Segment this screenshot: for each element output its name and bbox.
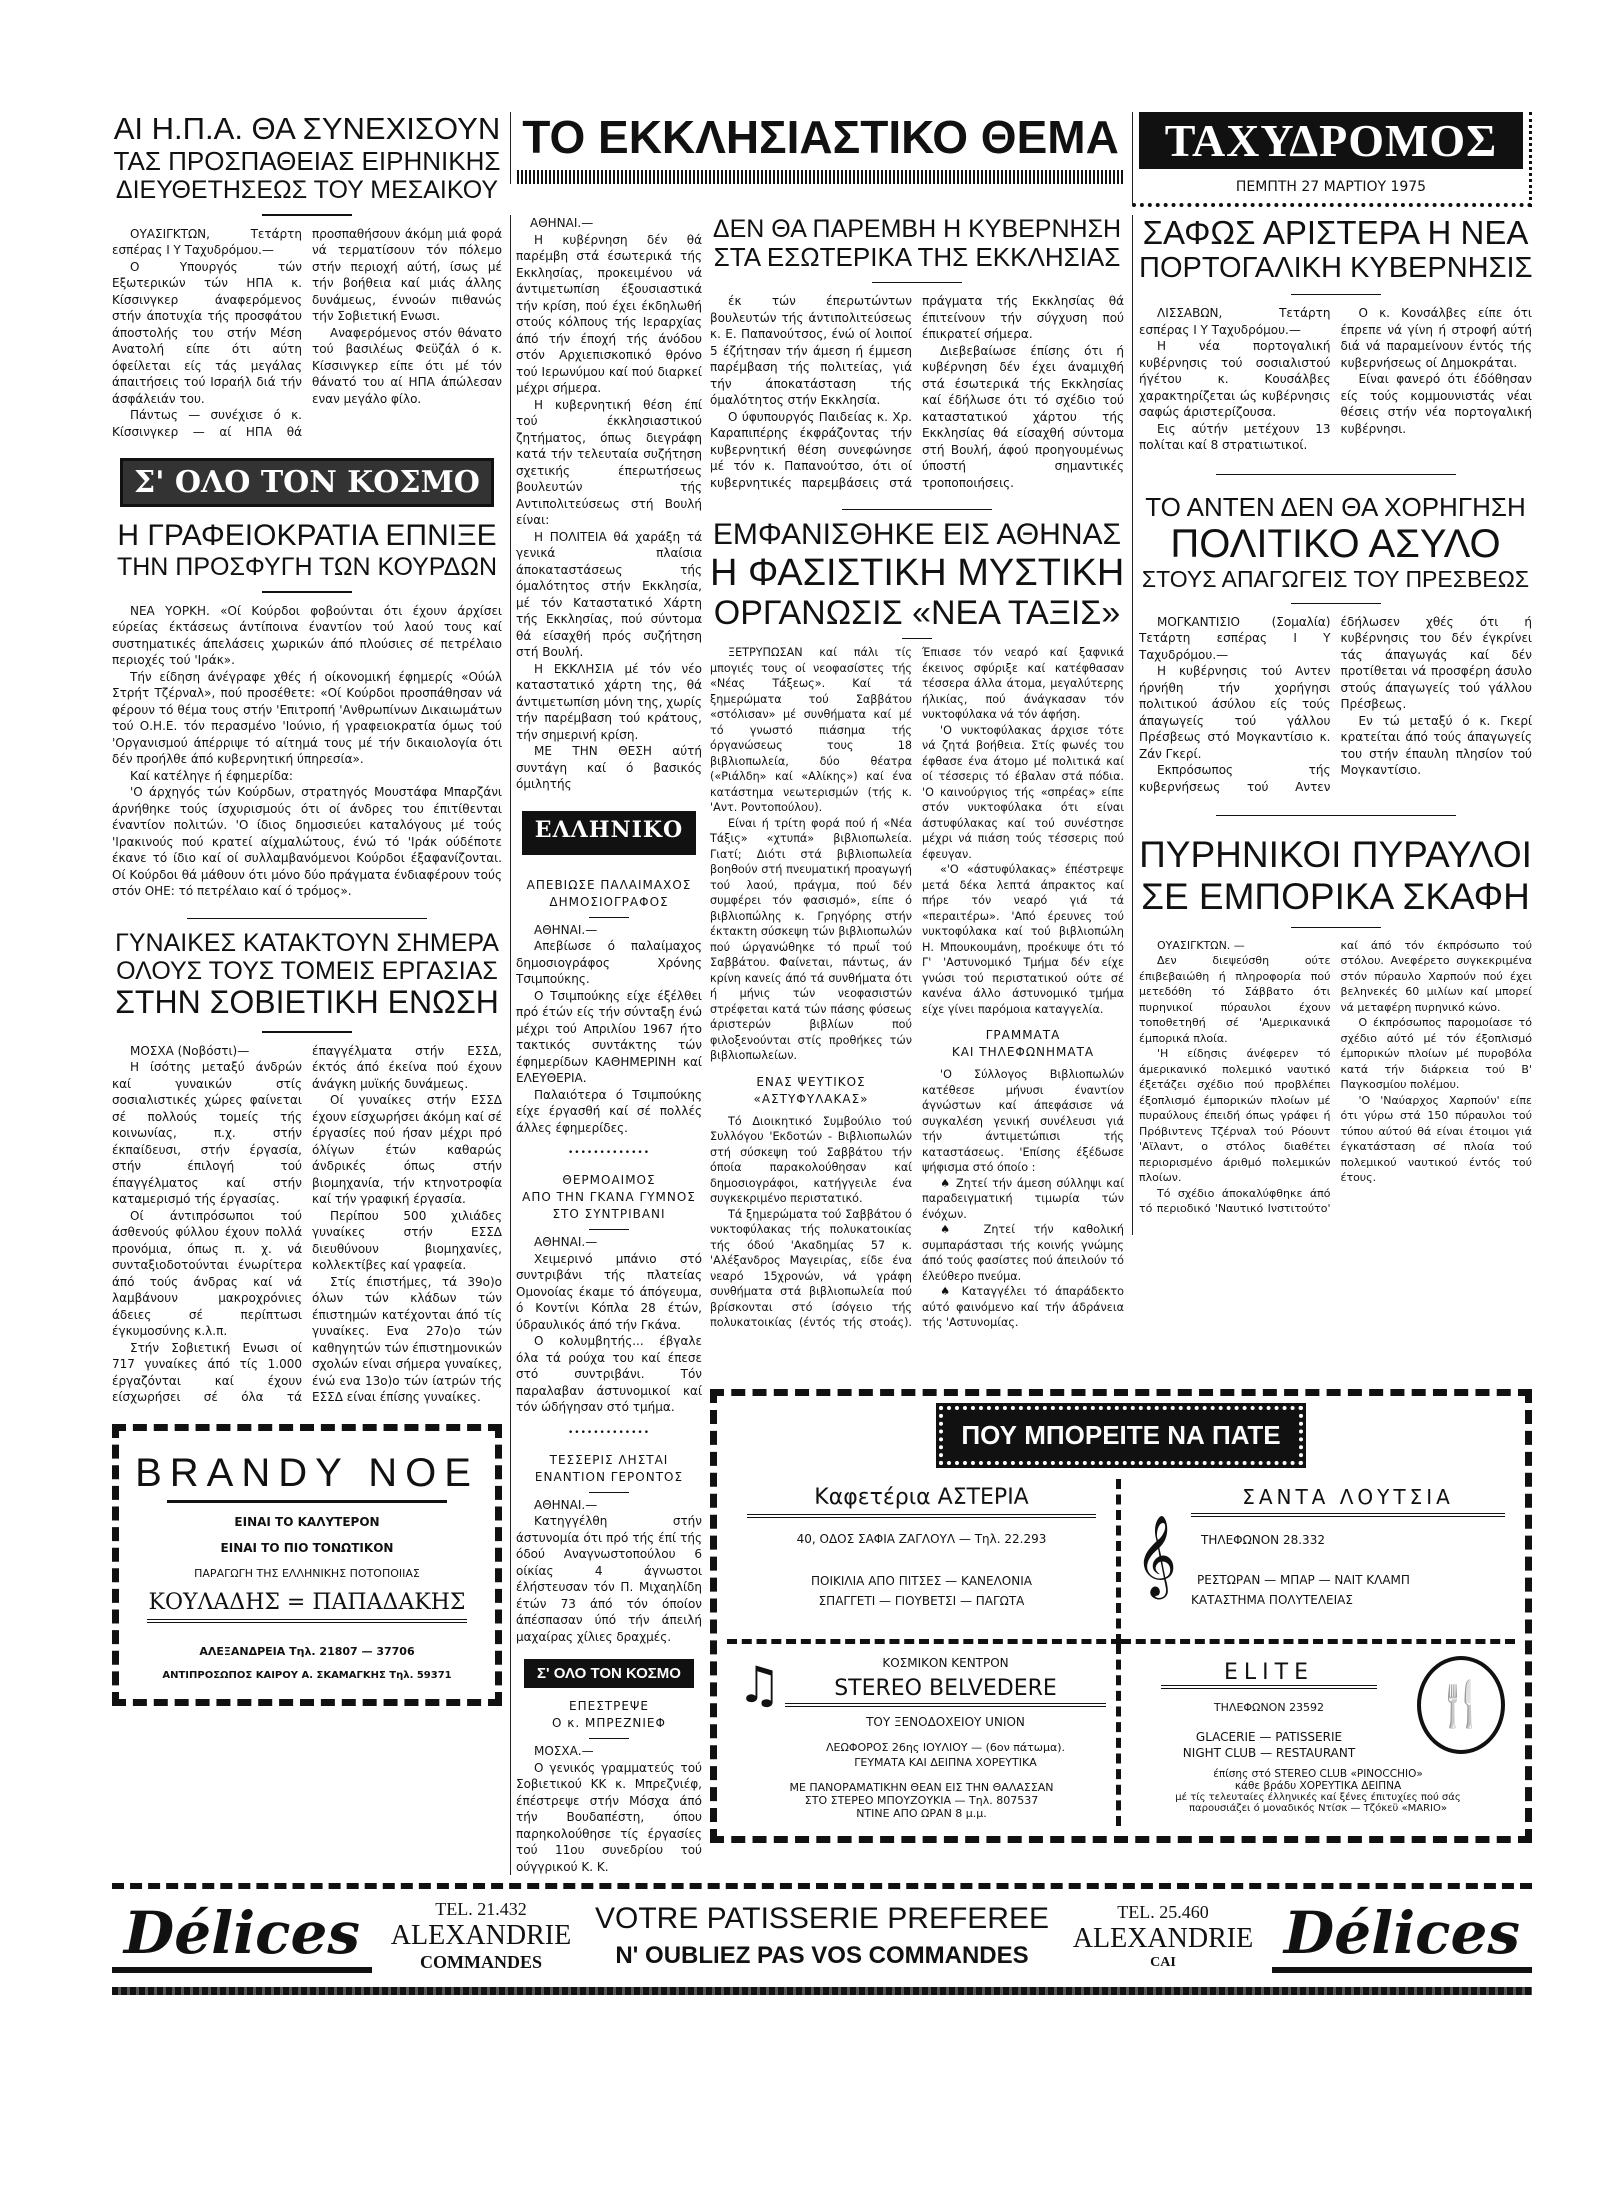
paragraph: Η κυβέρνηση δέν θά παρέμβη στά έσωτερικά τής Εκκλησίας, προκειμένου νά άντιμετωπίση έξουσιαστικά τήν κρίση, πού έχει έκδηλωθή στούς κόλπους τής Ιεραρχίας άπό τήν έποχή τής άνόδου στόν Αρχιεπισκοπικό θρόνο τού Ιερωνύμου καί πού διαρκεί μέχρι σήμερα. (516, 232, 702, 395)
article-body (516, 1497, 702, 1646)
item-title (516, 1172, 702, 1223)
paragraph: Στήν Σοβιετική Ενωσι οί 717 γυναίκες άπό τίς 1.000 έργαζόνται καί έχουν είσχωρήσει σέ όλα τά έπαγγέλματα στήν ΕΣΣΔ, έκτός άπό έκείνα πού έχουν άνάγκη μυϊκής δυνάμεως. (112, 1043, 502, 1405)
subheading-line: ΓΡΑΜΜΑΤΑ (985, 1028, 1061, 1043)
ad-asteria (727, 1479, 1121, 1644)
item-title (516, 1452, 702, 1486)
ad-maker: ΚΟΥΛΑΔΗΣ = ΠΑΠΑΔΑΚΗΣ (147, 1590, 467, 1623)
title-line: ΘΕΡΜΟΑΙΜΟΣ (562, 1173, 656, 1187)
dateline: ΑΘΗΝΑΙ.— (530, 216, 594, 230)
phone-number: TEL. 21.432 (435, 1899, 527, 1919)
paragraph: ΜΕ ΤΗΝ ΘΕΣΗ αύτή συντάγη καί ό βασικός όμιλητής (516, 744, 702, 791)
left-column (112, 112, 502, 1706)
divider (1216, 474, 1456, 475)
paragraph: ♠ Ζητεί τήν άμεση σύλληψι καί παραδειγματική τιμωρία τών ένόχων. (922, 1176, 1124, 1221)
article-aden (1139, 493, 1532, 816)
city-code: CAI (1150, 1954, 1176, 1970)
main-title-text: ΤΟ ΕΚΚΛΗΣΙΑΣΤΙΚΟ ΘΕΜΑ (522, 111, 1119, 163)
section-banner-world: Σ' ΟΛΟ ΤΟΝ ΚΟΣΜΟ (120, 458, 494, 507)
paragraph: Χειμερινό μπάνιο στό συντριβάνι τής πλατείας Ομονοίας έκαμε τό άπόγευμα, ό Κοντίνι Κόπλα 28 έτών, ύδραυλικός άπό τήν Γκάνα. (516, 1251, 702, 1332)
article-body (112, 226, 502, 441)
headline-line: ΟΛΟΥΣ ΤΟΥΣ ΤΟΜΕΙΣ ΕΡΓΑΣΙΑΣ (116, 956, 498, 985)
paragraph: 'Ο άρχηγός τών Κούρδων, στρατηγός Μουστάφα Μπαρζάνι άρνήθηκε τούς ίσχυρισμούς ότι οί άνδρες του έπιτίθενται έναντίον πολιτών. 'Ο ίδιος δημοσιεύει καταλόγους μέ τούς 'Ιρακινούς πού κρατεί αίχμαλώτους, ένώ τό 'Ιράκ ούδέποτε έκανε τό ίδιο καί οί συλλαμβανόμενοι Κούρδοι έξαφανίζονται. Οί Κούρδοι θά μάθουν ότι μόνο δύο πράγματα ένδιαφέρουν τούς στόν ΟΗΕ: τό πετρέλαιο καί ό τρόμος». (112, 785, 502, 899)
paragraph: Είναι φανερό ότι έδόθησαν είς τούς κομμουνιστάς νέαι θέσεις στήν νέα πορτογαλική κυβέρνησι. (1340, 372, 1532, 436)
article-body (516, 1234, 702, 1416)
subheading (922, 1027, 1124, 1061)
paragraph: Ο ύφυπουργός Παιδείας κ. Χρ. Καραπιπέρης έκφράζοντας τήν κυβερνητική θέση συνεφώνησε μέ τόν κ. Παπανούτσο, ότι οί κυβερνητικές παρεμβάσεις στά πράγματα τής Εκκλησίας θά έπιτείνουν τήν σύγχυση πού έπικρατεί σήμερα. (710, 294, 1124, 490)
venue-kicker: ΚΟΣΜΙΚΟΝ ΚΕΝΤΡΟΝ (882, 1655, 1009, 1670)
delices-logo-right: Délices (1272, 1899, 1532, 1973)
paragraph: ΜΟΣΧΑ.— (534, 1744, 594, 1758)
divider (1216, 815, 1456, 816)
headline-line: ΠΥΡΗΝΙΚΟΙ ΠΥΡΑΥΛΟΙ (1139, 834, 1532, 876)
paragraph: Καί κατέληγε ή έφημερίδα: (130, 768, 293, 783)
paragraph: Τό Διοικητικό Συμβούλιο τού Συλλόγου 'Εκδοτών - Βιβλιοπωλών στή σύσκεψη τού Σαββάτου τήν όποία παρακολούθησαν καί δημοσιογράφοι, κατήγγειλε ένα συγκεκριμένο περιστατικό. (710, 1114, 912, 1206)
masthead (1132, 112, 1532, 207)
headline-line: ΟΡΓΑΝΩΣΙΣ «ΝΕΑ ΤΑΞΙΣ» (713, 594, 1121, 633)
title-line: Ο κ. ΜΠΡΕΖΝΙΕΦ (552, 1716, 666, 1730)
paragraph: Απεβίωσε ό παλαίμαχος δημοσιογράφος Χρόνης Τσιμπούκης. (516, 939, 702, 986)
ad-line: ΕΙΝΑΙ ΤΟ ΠΙΟ ΤΟΝΩΤΙΚΟΝ (220, 1540, 394, 1555)
headline-line: ΔΙΕΥΘΕΤΗΣΕΩΣ ΤΟΥ ΜΕΣΑΙΚΟΥ (115, 175, 499, 204)
ad-contact: ΑΛΕΞΑΝΔΡΕΙΑ Τηλ. 21807 — 37706 (199, 1644, 415, 1658)
paragraph: ΞΕΤΡΥΠΩΣΑΝ καί πάλι τίς μπογιές τους οί νεοφασίστες τής «Νέας Τάξεως». Καί τά ξημερώματα τού Σαββάτου «στόλισαν» μέ συνθήματα καί μέ τό γνωστό πιάσημα τής όργανώσεως τους 18 βιβλιοπωλεία, δύο θέατρα («Ριάλδη» καί «Αλίκης») καί ένα κατάστημα νεωτερισμών (τής κ. 'Αντ. Ροντοπούλου). (710, 646, 912, 815)
headline-line: ΓΥΝΑΙΚΕΣ ΚΑΤΑΚΤΟΥΝ ΣΗΜΕΡΑ (115, 928, 499, 957)
headline-line: ΑΙ Η.Π.Α. ΘΑ ΣΥΝΕΧΙΣΟΥΝ (113, 111, 501, 146)
title-line: ΕΝΑΝΤΙΟΝ ΓΕΡΟΝΤΟΣ (534, 1469, 684, 1484)
subheading (710, 1074, 912, 1108)
ad-belvedere (727, 1644, 1121, 1826)
paragraph: Αναφερόμενος στόν θάνατο τού βασιλέως Φεϋζάλ ό κ. Κίσσινγκερ είπε ότι μέ τόν θάνατό του αί ΗΠΑ άπώλεσαν εναν μεγάλο φίλο. (312, 325, 502, 406)
venue-line: μέ τίς τελευταίες έλληνικές καί ξένες έπιτυχίες πού σάς (1175, 1791, 1461, 1803)
headline-line: ΤΑΣ ΠΡΟΣΠΑΘΕΙΑΣ ΕΙΡΗΝΙΚΗΣ (113, 145, 501, 176)
venue-phone: ΤΗΛΕΦΩΝΟΝ 28.332 (1201, 1532, 1325, 1547)
paragraph: Τό σχέδιο άποκαλύφθηκε άπό τό περιοδικό 'Ναυτικό Ινστιτούτο' καί άπό τόν έκπρόσωπο τού στόλου. Ανεφέρετο συγκεκριμένα στόν πύραυλο Χαρπούν πού έχει βεληνεκές 60 μιλίων καί μπορεί νά μεταφέρη πυρηνικό κώνο. (1139, 938, 1532, 1216)
headline-line: ΣΑΦΩΣ ΑΡΙΣΤΕΡΑ Η ΝΕΑ (1142, 214, 1529, 251)
paragraph: ♠ Καταγγέλει τό άπαράδεκτο αύτό φαινόμενο καί τήν άδράνεια τής 'Αστυνομίας. (922, 1285, 1124, 1330)
article-usa (112, 112, 502, 440)
venue-line: κάθε βράδυ ΧΟΡΕΥΤΙΚΑ ΔΕΙΠΝΑ (1234, 1779, 1402, 1792)
venue-line: ΝΤΙΝΕ ΑΠΟ ΩΡΑΝ 8 μ.μ. (856, 1806, 987, 1820)
paragraph: Η νέα πορτογαλική κυβέρνησις τού σοσιαλιστού ήγέτου κ. Κουσάλβες χαρακτηρίζεται ώς κυβέρνησις σαφώς άριστερίζουσα. (1139, 339, 1331, 420)
paragraph: ΝΕΑ ΥΟΡΚΗ. «Οί Κούρδοι φοβούνται ότι έχουν άρχίσει εύρείας έκτάσεως άντίποινα έναντίον τού λαού τους καί συστηματικές άπελάσεις χωρικών άπό πλούσιες σέ πετρέλαιο περιοχές τού 'Ιράκ». (112, 603, 502, 668)
headline-line: Η ΓΡΑΦΕΙΟΚΡΑΤΙΑ ΕΠΝΙΞΕ (117, 519, 497, 553)
ad-line: ΕΙΝΑΙ ΤΟ ΚΑΛΥΤΕΡΟΝ (234, 1514, 380, 1529)
headline-line: ΠΟΡΤΟΓΑΛΙΚΗ ΚΥΒΕΡΝΗΣΙΣ (1139, 251, 1533, 284)
item-title (516, 877, 702, 911)
headline-line: ΤΗΝ ΠΡΟΣΦΥΓΗ ΤΩΝ ΚΟΥΡΔΩΝ (116, 552, 498, 581)
divider (262, 214, 352, 216)
paragraph: 'Ο 'Ναύαρχος Χαρπούν' είπε ότι γύρω στά 150 πύραυλοι τού τύπου αύτού θά είναι έτοιμοι γιά έγκατάσταση σέ πλοία τού πολεμικού ναυτικού έντός τού έτους. (1340, 1093, 1532, 1185)
article-body (1139, 938, 1532, 1217)
article-body (710, 293, 1124, 491)
ad-where-to-go (710, 1389, 1532, 1843)
divider (187, 918, 427, 919)
paragraph: ΑΘΗΝΑΙ.— (534, 922, 598, 937)
paragraph: «'Ο «άστυφύλακας» έπέστρεψε μετά δέκα λεπτά άπρακτος καί πήρε τόν νεαρό γιά τά «περαιτέρω». 'Από έρευνες τού νυκτοφύλακα καί τού βιβλιοπώλη Η. Μπουκουμάνη, προέκυψε ότι τό Γ' 'Αστυνομικό Τμήμα δέν είχε γνώσι τού περιστατικού ούτε σέ κανένα άλλο άστυνομικό τμήμα είχε γίνει παρόμοια καταγγελία. (922, 863, 1124, 1016)
article-body (516, 232, 702, 793)
paragraph: Η κυβέρνησις τού Αντεν ήρνήθη τήν χορήγησι πολιτικού άσύλου είς τούς άπαγωγείς τού γάλλου Πρέσβεως στό Μογκαντίσιο κ. Ζάν Γκερί. (1139, 664, 1331, 761)
delices-logo-left: Délices (112, 1899, 372, 1973)
paragraph: Ο Υπουργός τών Εξωτερικών τών ΗΠΑ κ. Κίσσινγκερ άναφερόμενος στήν άποτυχία τής προσφάτου άποστολής του στήν Μέση Ανατολή είπε ότι αύτη όφείλεται είς τάς μεγάλας άπαιτήσεις τού Ισραήλ διά τήν άσφάλειάν του. (112, 259, 302, 406)
title-line: ΔΗΜΟΣΙΟΓΡΑΦΟΣ (549, 894, 669, 909)
news-item (516, 877, 702, 1159)
news-item (516, 1452, 702, 1646)
ad-santa-lucia (1121, 1479, 1515, 1644)
paragraph: ΛΙΣΣΑΒΩΝ, Τετάρτη εσπέρας Ι Υ Ταχυδρόμου.— (1139, 306, 1331, 337)
venue-line: ΡΕΣΤΩΡΑΝ — ΜΠΑΡ — ΝΑΙΤ ΚΛΑΜΠ (1197, 1572, 1410, 1587)
paragraph: Διεβεβαίωσε έπίσης ότι ή κυβέρνηση δέν έχει άναμιχθή στά έσωτερικά τής Εκκλησίας καί έδήλωσε ότι τό σχέδιο τού καταστατικού χάρτου τής Εκκλησίας θά είσαχθή σύντομα στή Βουλή, άφού προηγουμένως ύποστή σημαντικές τροποποιήσεις. (922, 343, 1124, 490)
paragraph: ΑΘΗΝΑΙ.— (534, 1235, 598, 1249)
paragraph: Ο έκπρόσωπος παρομοίασε τό σχέδιο αύτό μέ τόν έξοπλισμό έμπορικών πλοίων μέ πυροβόλα κατά τήν διάρκεια τού Β' Παγκοσμίου πολέμου. (1340, 1016, 1532, 1092)
paragraph: Οί γυναίκες στήν ΕΣΣΔ έχουν είσχωρήσει άκόμη καί σέ έργασίες πού ήσαν μέχρι πρό όλίγων έτών καθαρώς άνδρικές όπως στήν βιομηχανία, τήν κτηνοτροφία καί τήν γραφική έργασία. (312, 1093, 502, 1207)
headline-line: ΕΜΦΑΝΙΣΘΗΚΕ ΕΙΣ ΑΘΗΝΑΣ (712, 518, 1122, 552)
subheading-line: ΕΝΑΣ ΨΕΥΤΙΚΟΣ (756, 1074, 866, 1089)
headline-line: ΣΕ ΕΜΠΟΡΙΚΑ ΣΚΑΦΗ (1141, 875, 1530, 917)
headline-line: ΠΟΛΙΤΙΚΟ ΑΣΥΛΟ (1170, 522, 1501, 567)
divider (589, 1492, 629, 1493)
city: ALEXANDRIE (390, 1920, 572, 1951)
paper-name: ΤΑΧΥΔΡΟΜΟΣ (1139, 112, 1523, 169)
headline-line: ΔΕΝ ΘΑ ΠΑΡΕΜΒΗ Η ΚΥΒΕΡΝΗΣΗ (712, 215, 1122, 243)
paragraph: 'Η είδησις άνέφερεν τό άμερικανικό πολεμικό ναυτικό έξετάζει σχέδιο πού προβλέπει έξοπλισμό έμπορικών πλοίων μέ πυραύλους έπειδή όπως γράφει ή Πρόβιντενς Τζέρναλ τού Ρόουντ 'Αϊλαντ, ο στόλος διαθέτει περιορισμένο άριθμό πολεμικών πλοίων. (1139, 1047, 1331, 1185)
title-line: ΑΠΟ ΤΗΝ ΓΚΑΝΑ ΓΥΜΝΟΣ (522, 1190, 696, 1204)
separator-stars: ••••••••••••• (567, 1148, 650, 1158)
article-kurds (112, 458, 502, 900)
paragraph: Εις αύτήν μετέχουν 13 πολίται καί 8 στρατιωτικοί. (1139, 421, 1331, 453)
paragraph: Η κυβερνητική θέση έπί τού έκκλησιαστικού ζητήματος, όπως διεγράφη κατά τήν τελευταία συζήτηση σχετικής έπερωτήσεως βουλευτών τής Αντιπολιτεύσεως στή Βουλή είναι: (516, 397, 702, 527)
article-women (112, 918, 502, 1406)
venue-menu: ΣΠΑΓΓΕΤΙ — ΓΙΟΥΒΕΤΣΙ — ΠΑΓΩΤΑ (818, 1593, 1025, 1608)
section-banner-greek: ΕΛΛΗΝΙΚΟ (522, 811, 696, 855)
divider (589, 1229, 629, 1230)
bottom-border (112, 1987, 1532, 1995)
paragraph: Ο Τσιμπούκης είχε έξέλθει πρό έτών είς τήν σύνταξη ένώ μέχρι τού Απριλίου 1967 ήτο τακτικός συντάκτης τών έφημερίδων ΚΑΘΗΜΕΡΙΝΗ καί ΕΛΕΥΘΕΡΙΑ. (516, 988, 702, 1085)
ad-title: ΠΟΥ ΜΠΟΡΕΙΤΕ ΝΑ ΠΑΤΕ (939, 1406, 1302, 1465)
headline-line: ΤΟ ΑΝΤΕΝ ΔΕΝ ΘΑ ΧΟΡΗΓΗΣΗ (1145, 491, 1526, 522)
paragraph: Πάντως — συνέχισε ό κ. Κίσσινγκερ — αί ΗΠΑ θά προσπαθήσουν άκόμη μιά φορά νά τερματίσουν τόν πόλεμο στήν περιοχή αύτή, ίσως μέ τήν βοήθεια καί μιάς άλλης δυνάμεως, έννοών πιθανώς τήν Σοβιετική Ενωσι. (112, 226, 502, 439)
paragraph: ΜΟΓΚΑΝΤΙΣΙΟ (Σομαλία) Τετάρτη εσπέρας Ι Υ Ταχυδρόμου.— (1139, 614, 1331, 662)
paragraph: ♠ Ζητεί τήν καθολική συμπαράστασι τής κοινής γνώμης άπό τούς φασίστες πού άπειλούν τό έλεύθερο πνεύμα. (922, 1223, 1124, 1283)
paragraph: Παλαιότερα ό Τσιμπούκης είχε έργασθή καί σέ πολλές άλλες έφημερίδες. (516, 1087, 702, 1135)
paragraph: ΑΘΗΝΑΙ.— (534, 1497, 598, 1512)
venue-menu: ΠΟΙΚΙΛΙΑ ΑΠΟ ΠΙΤΣΕΣ — ΚΑΝΕΛΟΝΙΑ (811, 1573, 1032, 1588)
title-line: ΣΤΟ ΣΥΝΤΡΙΒΑΝΙ (552, 1207, 666, 1221)
headline-line: ΣΤΟΥΣ ΑΠΑΓΩΓΕΙΣ ΤΟΥ ΠΡΕΣΒΕΩΣ (1141, 565, 1530, 592)
separator-stars: ••••••••••••• (567, 1427, 650, 1438)
ad-delices (112, 1883, 1532, 1995)
divider (589, 1738, 629, 1739)
ad-line: ΠΑΡΑΓΩΓΗ ΤΗΣ ΕΛΛΗΝΙΚΗΣ ΠΟΤΟΠΟΙΙΑΣ (194, 1566, 420, 1580)
paragraph: Οί άντιπρόσωποι τού άσθενούς φύλλου έχουν πολλά προνόμια, όπως π. χ. νά συνταξιοδοτούνται ένωρίτερα άπό τούς άνδρας καί νά λαμβάνουν μακροχρόνιες άδειες σέ περίπτωσι έγκυμοσύνης κ.λ.π. (112, 1208, 302, 1339)
paragraph: 'Ο νυκτοφύλακας άρχισε τότε νά ζητά βοήθεια. Στίς φωνές του έφθασε ένα άτομο μέ πολιτικά καί οί τέσσερις τό έβαλαν στά πόδια. 'Ο καινούργιος τής «σπρέας» είπε στόν νυκτοφύλακα ότι είναι άστυφύλακας καί τού συνέστησε μέχρι νά πιάση τούς τέσσερις πού έφευγαν. (922, 723, 1124, 861)
venue-line: έπίσης στό STEREO CLUB «PINOCCHIO» (1213, 1767, 1423, 1780)
paragraph: Ο κ. Κονσάλβες είπε ότι έπρεπε νά γίνη ή στροφή αύτή διά νά παραμείνουν έντός τής κυβερνήσεως οί Δημοκράται. (1340, 306, 1532, 370)
paragraph: Τήν είδηση άνέγραφε χθές ή οίκονομική έφημερίς «Ούώλ Στρήτ Τζέρναλ», πού προσέθετε: «Οί Κούρδοι προσπάθησαν νά φέρουν τό θέμα τους στήν 'Επιτροπή 'Ανθρωπίνων Δικαιωμάτων τού Ο.Η.Ε. τόν περασμένο 'Ιούνιο, ή γραφειοκρατία όμως τού 'Οργανισμού άπέρριψε τό αίτημά τους μέ τήν δικαιολογία ότι δέν προήλθε άπό κυβερνητική ύπηρεσία». (112, 669, 502, 767)
divider (902, 638, 932, 639)
divider (262, 1031, 352, 1033)
paragraph-group (710, 645, 912, 1064)
venue-line: NIGHT CLUB — RESTAURANT (1182, 1745, 1356, 1760)
article-body (1139, 614, 1532, 796)
paragraph: Η ίσότης μεταξύ άνδρών καί γυναικών στίς σοσιαλιστικές χώρες φαίνεται σέ πολλούς τομείς τής κοινωνίας, π.χ. στήν έκπαίδευσι, στήν έργασία, στήν έπιλογή τού έπαγγέλματος καί στήν καταμερισμό τής έργασίας. (112, 1060, 302, 1207)
venue-address: 40, ΟΔΟΣ ΣΑΦΙΑ ΖΑΓΛΟΥΛ — Τηλ. 22.293 (796, 1531, 1047, 1546)
venue-name: Καφετέρια ΑΣΤΕΡΙΑ (747, 1485, 1096, 1518)
article-fascist (710, 509, 1124, 1331)
newspaper-page (112, 112, 1532, 1995)
center-column (710, 215, 1124, 1349)
issue-date: ΠΕΜΠΤΗ 27 ΜΑΡΤΙΟΥ 1975 (1235, 179, 1427, 195)
title-line: ΤΕΣΣΕΡΙΣ ΛΗΣΤΑΙ (549, 1452, 669, 1467)
divider (1291, 927, 1381, 928)
decorative-rule (517, 170, 1124, 184)
paragraph: 'Ο Σύλλογος Βιβλιοπωλών κατέθεσε μήνυσι έναντίον άγνώστων καί άπεφάσισε νά συγκαλέση γενική συνέλευσι γιά τήν άντιμετώπισι τής καταστάσεως. 'Επίσης έξέδωσε ψήφισμα στό όποίο : (922, 1068, 1124, 1175)
paragraph: ΟΥΑΣΙΓΚΤΩΝ. — (1157, 938, 1245, 952)
venue-line: ΚΑΤΑΣΤΗΜΑ ΠΟΛΥΤΕΛΕΙΑΣ (1191, 1592, 1353, 1607)
paragraph: Εν τώ μεταξύ ό κ. Γκερί κρατείται άπό τούς άπαγωγείς του στήν έπαυλη πλησίον τού Μογκαντίσιο. (1340, 713, 1532, 778)
title-line: ΕΠΕΣΤΡΕΨΕ (569, 1699, 649, 1713)
paragraph: Η ΠΟΛΙΤΕΙΑ θά χαράξη τά γενικά πλαίσια άποκαταστάσεως τής όμαλότητος στήν Εκκλησία, μέ τόν Καταστατικό Χάρτη τής Εκκλησίας, πού σύντομα θά είσαχθή πρός συζήτηση στή Βουλή. (516, 529, 702, 659)
article-body (112, 1043, 502, 1406)
venue-line: ΣΤΟ ΣΤΕΡΕΟ ΜΠΟΥΖΟΥΚΙΑ — Τηλ. 807537 (804, 1793, 1039, 1807)
paragraph: Είναι ή τρίτη φορά πού ή «Νέα Τάξις» «χτυπά» βιβλιοπωλεία. Γιατί; Διότι στά βιβλιοπωλεία βοηθούν στή πνευματική προαγωγή τού λαού, πράγμα, πού δέν συμφέρει τόν φασισμό», είπε ό βιβλιοπώλης κ. Γρηγόρης στήν έκτακτη σύσκεψη τών βιβλιοπωλών πού ώργανώθηκε τό πρωΐ τού Σαββάτου. Φαίνεται, πάντως, άν κρίνη κανείς άπό τά συνθήματα ότι ή μήνις τών νεοφασιστών στρέφεται κατά τών πάσης φύσεως άριστερών βιβλίων πού φιλοξενούνται στίς προθήκες τών βιβλιοπωλείων. (710, 816, 912, 1063)
paragraph: Τά ξημερώματα τού Σαββάτου ό νυκτοφύλακας τής πολυκατοικίας τής όδού 'Ακαδημίας 57 κ. 'Αλέξανδρος Μαγειρίας, είδε ένα νεαρό 15χρονών, νά γράφη συνθήματα στά βιβλιοπωλεία πού βρίσκονται στό ίσόγειο τής πολυκατοικίας (έντός τής στοάς). Έπιασε τόν νεαρό καί ξαφνικά έκεινος σφύριξε καί κατέφθασαν τέσσερα άλλα άτομα, μεγαλύτερης ήλικίας, πού άνάγκασαν τόν νυκτοφύλακα νά τόν άφήση. (710, 646, 1124, 1330)
venue-name: ΣΑΝΤΑ ΛΟΥΤΣΙΑ (1191, 1485, 1505, 1517)
venue-line: ΤΟΥ ΞΕΝΟΔΟΧΕΙΟΥ UNION (866, 1714, 1025, 1729)
paragraph: Ο γενικός γραμματεύς τού Σοβιετικού ΚΚ κ. Μπρεζνιέφ, έπέστρεψε στήν Μόσχα άπό τήν Βουδαπέστη, όπου παρηκολούθησε τίς έργασίες τού 11ου συνεδρίου τού ούγγρικού Κ. Κ. (516, 1760, 702, 1874)
headline-line: Η ΦΑΣΙΣΤΙΚΗ ΜΥΣΤΙΚΗ (710, 551, 1125, 594)
greek-news-column (516, 811, 702, 1876)
venue-line: ΜΕ ΠΑΝΟΡΑΜΑΤΙΚΗΝ ΘΕΑΝ ΕΙΣ ΤΗΝ ΘΑΛΑΣΣΑΝ (789, 1780, 1054, 1794)
subheading-line: ΚΑΙ ΤΗΛΕΦΩΝΗΜΑΤΑ (951, 1045, 1095, 1060)
paragraph: Ο κολυμβητής... έβγαλε όλα τά ρούχα του καί έπεσε στό συντριβάνι. Τόν παραλαβαν άστυνομικοί καί τόν ώδήγησαν στό τμήμα. (516, 1334, 702, 1414)
paragraph: Περίπου 500 χιλιάδες γυναίκες στήν ΕΣΣΔ διευθύνουν βιομηχανίες, κολλεκτίβες καί γραφεία. (312, 1208, 502, 1273)
divider (262, 591, 352, 593)
article-church (710, 215, 1124, 491)
news-item (516, 1172, 702, 1438)
ad-brandy-noe (112, 1424, 502, 1706)
article-church-lead (516, 215, 702, 793)
venue-line: ΛΕΩΦΟΡΟΣ 26ης ΙΟΥΛΙΟΥ — (6ον πάτωμα). (825, 1740, 1066, 1754)
cutlery-illustration: 🍴 (1417, 1656, 1505, 1754)
venue-name: ELITE (1161, 1660, 1377, 1689)
divider (842, 509, 992, 510)
city: ALEXANDRIE (1072, 1922, 1254, 1954)
right-column (1132, 215, 1532, 1235)
paragraph: Κατηγγέλθη στήν άστυνομία ότι πρό τής έπί τής όδού Αναγνωστοπούλου 6 οίκίας 4 άγνωστοι έλήστευσαν τόν Π. Μιχαηλίδη έτών 73 άπό τόν όποίον άπέσπασαν ύπό τήν άπειλή μαχαίρας χίλιες δραχμές. (516, 1514, 702, 1644)
paragraph: Δεν διεψεύσθη ούτε έπιβεβαιώθη ή πληροφορία πού μετεδόθη τό Σάββατο ότι πυρηνικοί πύραυλοι έχουν τοποθετηθή σέ 'Αμερικανικά έμπορικά πλοία. (1139, 954, 1331, 1045)
article-body (710, 645, 1124, 1331)
paragraph: Εκπρόσωπος τής κυβερνήσεως τού Αντεν έδήλωσεν χθές ότι ή κυβέρνησις του δέν έγκρίνει τάς άπαγωγάς καί δέν προτίθεται νά προσφέρη άσυλο στούς άπαγωγείς τού γάλλου Πρέσβεως. (1139, 614, 1532, 794)
item-title (516, 1698, 702, 1732)
article-missiles (1139, 834, 1532, 1217)
divider (589, 917, 629, 918)
paragraph: ΟΥΑΣΙΓΚΤΩΝ, Τετάρτη εσπέρας Ι Υ Ταχυδρόμου.— (112, 226, 302, 258)
headline-line: ΣΤΗΝ ΣΟΒΙΕΤΙΚΗ ΕΝΩΣΗ (115, 983, 499, 1020)
title-line: ΑΠΕΒΙΩΣΕ ΠΑΛΑΙΜΑΧΟΣ (526, 877, 692, 892)
article-body (516, 1743, 702, 1875)
divider (1291, 603, 1381, 604)
venue-line: ΓΕΥΜΑΤΑ ΚΑΙ ΔΕΙΠΝΑ ΧΟΡΕΥΤΙΚΑ (854, 1755, 1037, 1769)
ad-brand: BRANDY NOE (135, 1450, 479, 1495)
subheading-line: «ΑΣΤΥΦΥΛΑΚΑΣ» (753, 1091, 869, 1106)
venue-phone: ΤΗΛΕΦΩΝΟΝ 23592 (1213, 1700, 1325, 1714)
slogan-text: VOTRE PATISSERIE PREFEREE (595, 1901, 1049, 1935)
narrow-column (510, 215, 702, 1875)
delices-contact-right (1068, 1902, 1258, 1971)
article-body (112, 603, 502, 900)
ad-contact: ΑΝΤΙΠΡΟΣΩΠΟΣ ΚΑΙΡΟΥ Α. ΣΚΑΜΑΓΚΗΣ Τηλ. 59371 (162, 1669, 452, 1681)
cello-player-illustration: 𝄞 (1135, 1513, 1177, 1596)
venue-line: GLACERIE — PATISSERIE (1195, 1729, 1343, 1744)
paragraph: ΜΟΣΧΑ (Νοβόστι)— (130, 1043, 250, 1058)
ad-elite (1121, 1644, 1515, 1826)
paragraph: Στίς έπιστήμες, τά 39ο)ο όλων τών κλάδων τών έπιστημών κατέχονται άπό τίς γυναίκες. Ενα 27ο)ο τών καθηγητών τών έπιστημονικών σχολών είναι σήμερα γυναίκες, ένώ ενα 13ο)ο τών ίατρών τής ΕΣΣΔ είναι έπίσης γυναίκες. (312, 1274, 502, 1405)
main-title (510, 112, 1124, 184)
section-banner-world-small: Σ' ΟΛΟ ΤΟΝ ΚΟΣΜΟ (524, 1659, 694, 1688)
phone-number: TEL. 25.460 (1117, 1901, 1209, 1922)
article-body (516, 922, 702, 1137)
dancers-illustration: ♫ (737, 1655, 782, 1714)
delices-slogan (590, 1902, 1054, 1970)
paragraph: Η ΕΚΚΛΗΣΙΑ μέ τόν νέο καταστατικό χάρτη της, θά άντιμετωπίση μόνη της, χωρίς τήν παρέμβαση τού κράτους, τήν σημερινή κρίση. (516, 661, 702, 742)
delices-contact-left (386, 1899, 576, 1973)
commandes-label: COMMANDES (420, 1952, 542, 1972)
article-body (1139, 305, 1532, 454)
divider (1291, 294, 1381, 295)
paragraph-group (922, 1067, 1124, 1331)
article-portugal (1139, 215, 1532, 475)
headline-line: ΣΤΑ ΕΣΩΤΕΡΙΚΑ ΤΗΣ ΕΚΚΛΗΣΙΑΣ (713, 242, 1121, 272)
venue-line: παρουσιάζει ό μοναδικός Ντίσκ — Τζόκεϋ «MARIO» (1189, 1802, 1447, 1814)
venue-name: STEREO BELVEDERE (785, 1676, 1106, 1707)
reminder-text: N' OUBLIEZ PAS VOS COMMANDES (615, 1942, 1029, 1970)
paragraph: έκ τών έπερωτώντων βουλευτών τής άντιπολιτεύσεως κ. Ε. Παπανούτσος, ένώ οί λοιποί 5 έζήτησαν τήν άμεση ή έμμεση παρέμβαση τής πολιτείας, γιά τήν άποκατάσταση τής όμαλότητος στήν Εκκλησία. (710, 294, 912, 408)
divider (872, 282, 962, 283)
